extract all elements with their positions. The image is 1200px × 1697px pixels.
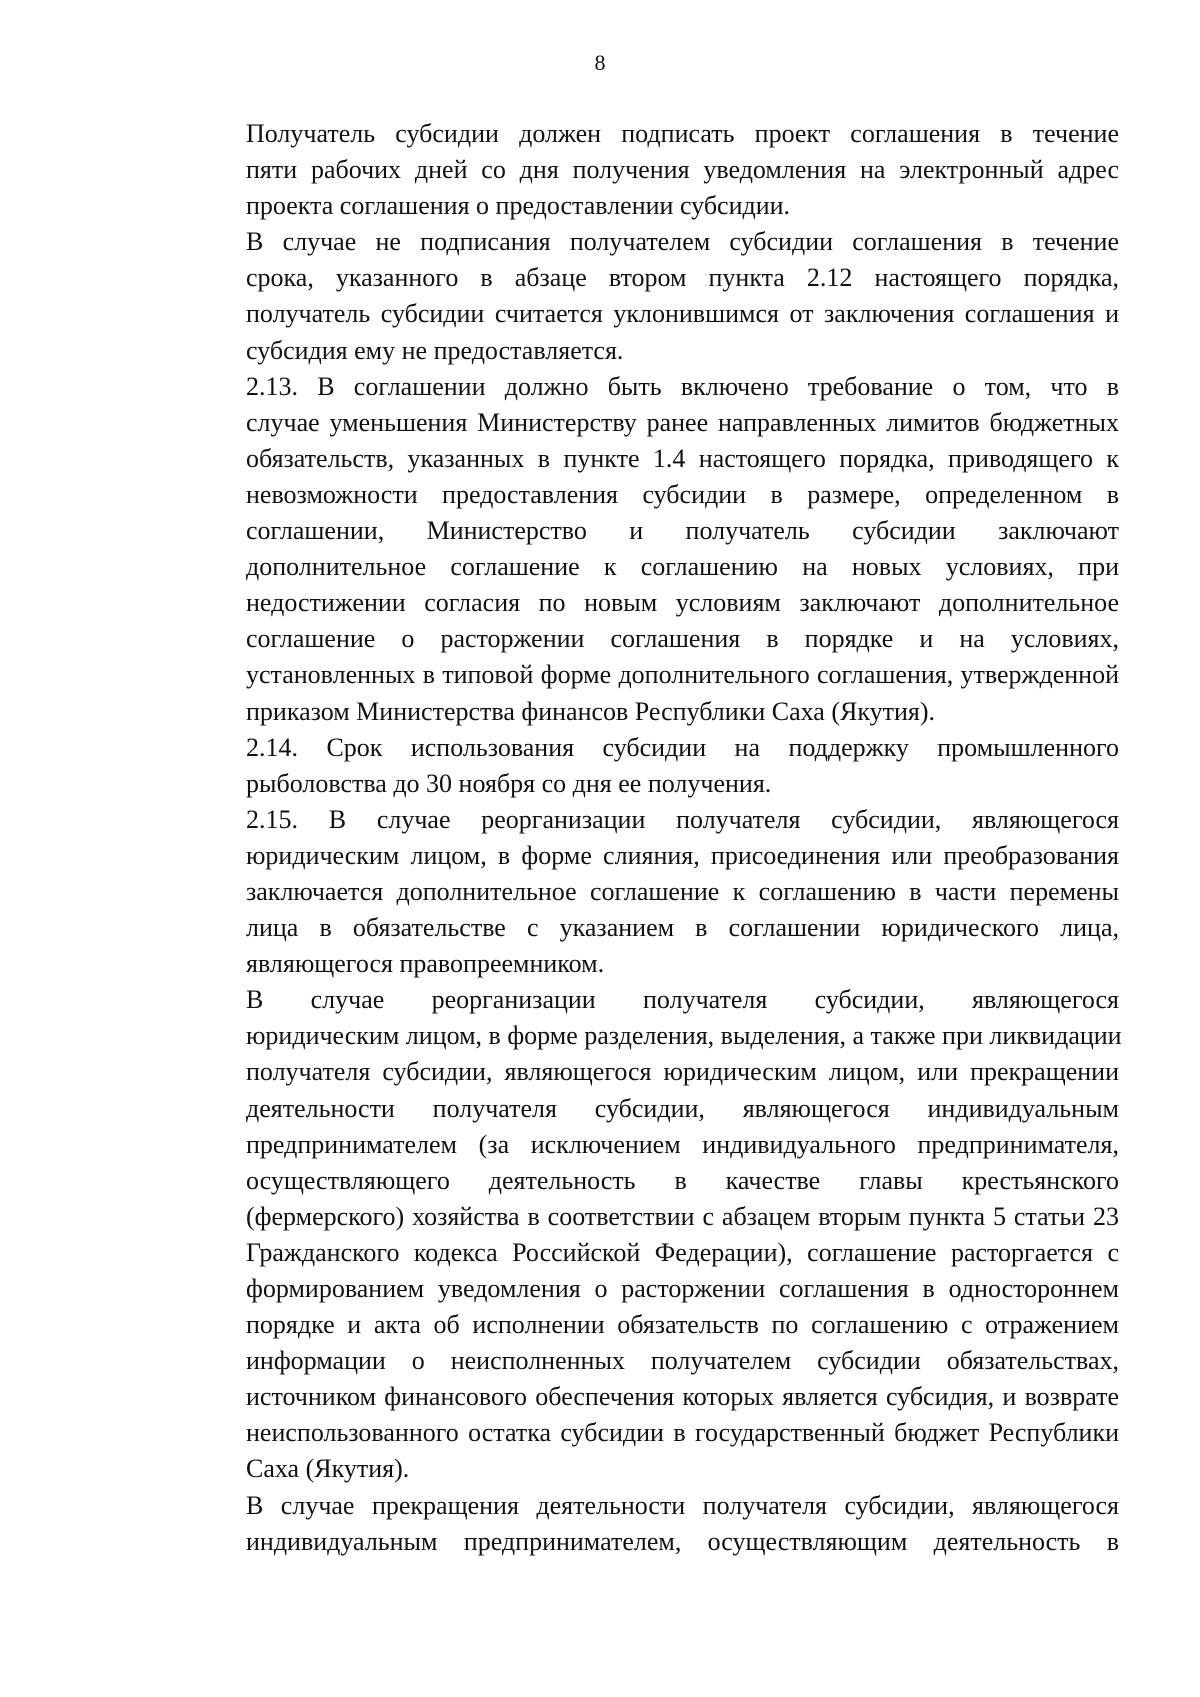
text-line: В случае реорганизации получателя субсидии, являющегося (246, 985, 1119, 1015)
text-line: информации о неисполненных получателем субсидии обязательствах, (246, 1346, 1119, 1376)
text-line: рыболовства до 30 ноября со дня ее получения. (246, 768, 772, 798)
text-line: Гражданского кодекса Российской Федерации), соглашение расторгается с (246, 1237, 1119, 1267)
text-line: установленных в типовой форме дополнительного соглашения, утвержденной (246, 660, 1119, 690)
text-line: получателя субсидии, являющегося юридическим лицом, или прекращении (246, 1057, 1119, 1087)
text-line: соглашении, Министерство и получатель субсидии заключают (246, 516, 1119, 546)
text-line: формированием уведомления о расторжении соглашения в одностороннем (246, 1274, 1119, 1303)
paragraph (174, 369, 1119, 730)
document-body (174, 116, 1122, 1560)
text-line: Получатель субсидии должен подписать проект соглашения в течение (246, 119, 1119, 148)
text-line: срока, указанного в абзаце втором пункта 2.12 настоящего порядка, (246, 263, 1119, 293)
text-line: порядке и акта об исполнении обязательств по соглашению с отражением (246, 1310, 1119, 1340)
text-line: обязательств, указанных в пункте 1.4 настоящего порядка, приводящего к (246, 443, 1119, 473)
text-line: заключается дополнительное соглашение к соглашению в части перемены (246, 876, 1119, 906)
text-line: соглашение о расторжении соглашения в порядке и на условиях, (246, 624, 1119, 654)
paragraph (174, 116, 1119, 224)
text-line: дополнительное соглашение к соглашению на новых условиях, при (246, 552, 1119, 582)
text-line: случае уменьшения Министерству ранее направленных лимитов бюджетных (246, 407, 1119, 437)
text-line: источником финансового обеспечения которых является субсидия, и возврате (246, 1382, 1119, 1412)
text-line: 2.13. В соглашении должно быть включено требование о том, что в (246, 371, 1119, 401)
text-line: неиспользованного остатка субсидии в государственный бюджет Республики (246, 1418, 1119, 1448)
page-number: 8 (594, 50, 606, 75)
text-line: Саха (Якутия). (246, 1454, 410, 1484)
text-line: В случае прекращения деятельности получателя субсидии, являющегося (246, 1490, 1119, 1520)
text-line: лица в обязательстве с указанием в соглашении юридического лица, (246, 913, 1119, 943)
text-line: В случае не подписания получателем субсидии соглашения в течение (246, 227, 1119, 257)
text-line: недостижении согласия по новым условиям заключают дополнительное (246, 588, 1119, 618)
paragraph (174, 802, 1119, 982)
text-line: являющегося правопреемником. (246, 949, 605, 979)
text-line: деятельности получателя субсидии, являющегося индивидуальным (246, 1093, 1119, 1123)
text-line: проекта соглашения о предоставлении субсидии. (246, 191, 791, 221)
text-line: индивидуальным предпринимателем, осуществляющим деятельность в (246, 1526, 1119, 1556)
text-line: субсидия ему не предоставляется. (246, 335, 624, 365)
text-line: предпринимателем (за исключением индивидуального предпринимателя, (246, 1129, 1119, 1159)
paragraph (174, 730, 1119, 802)
text-line: приказом Министерства финансов Республики Саха (Якутия). (246, 696, 935, 726)
paragraph (174, 1488, 1119, 1560)
paragraph (174, 982, 1122, 1487)
text-line: 2.15. В случае реорганизации получателя субсидии, являющегося (246, 804, 1119, 834)
text-line: получатель субсидии считается уклонившимся от заключения соглашения и (246, 299, 1119, 329)
text-line: (фермерского) хозяйства в соответствии с абзацем вторым пункта 5 статьи 23 (246, 1201, 1119, 1231)
text-line: пяти рабочих дней со дня получения уведомления на электронный адрес (246, 155, 1119, 185)
text-line: осуществляющего деятельность в качестве главы крестьянского (246, 1165, 1119, 1195)
paragraph (174, 224, 1119, 368)
text-line: 2.14. Срок использования субсидии на поддержку промышленного (246, 732, 1119, 762)
text-line: юридическим лицом, в форме разделения, выделения, а также при ликвидации (246, 1021, 1122, 1051)
text-line: юридическим лицом, в форме слияния, присоединения или преобразования (246, 840, 1119, 870)
text-line: невозможности предоставления субсидии в размере, определенном в (246, 479, 1119, 509)
